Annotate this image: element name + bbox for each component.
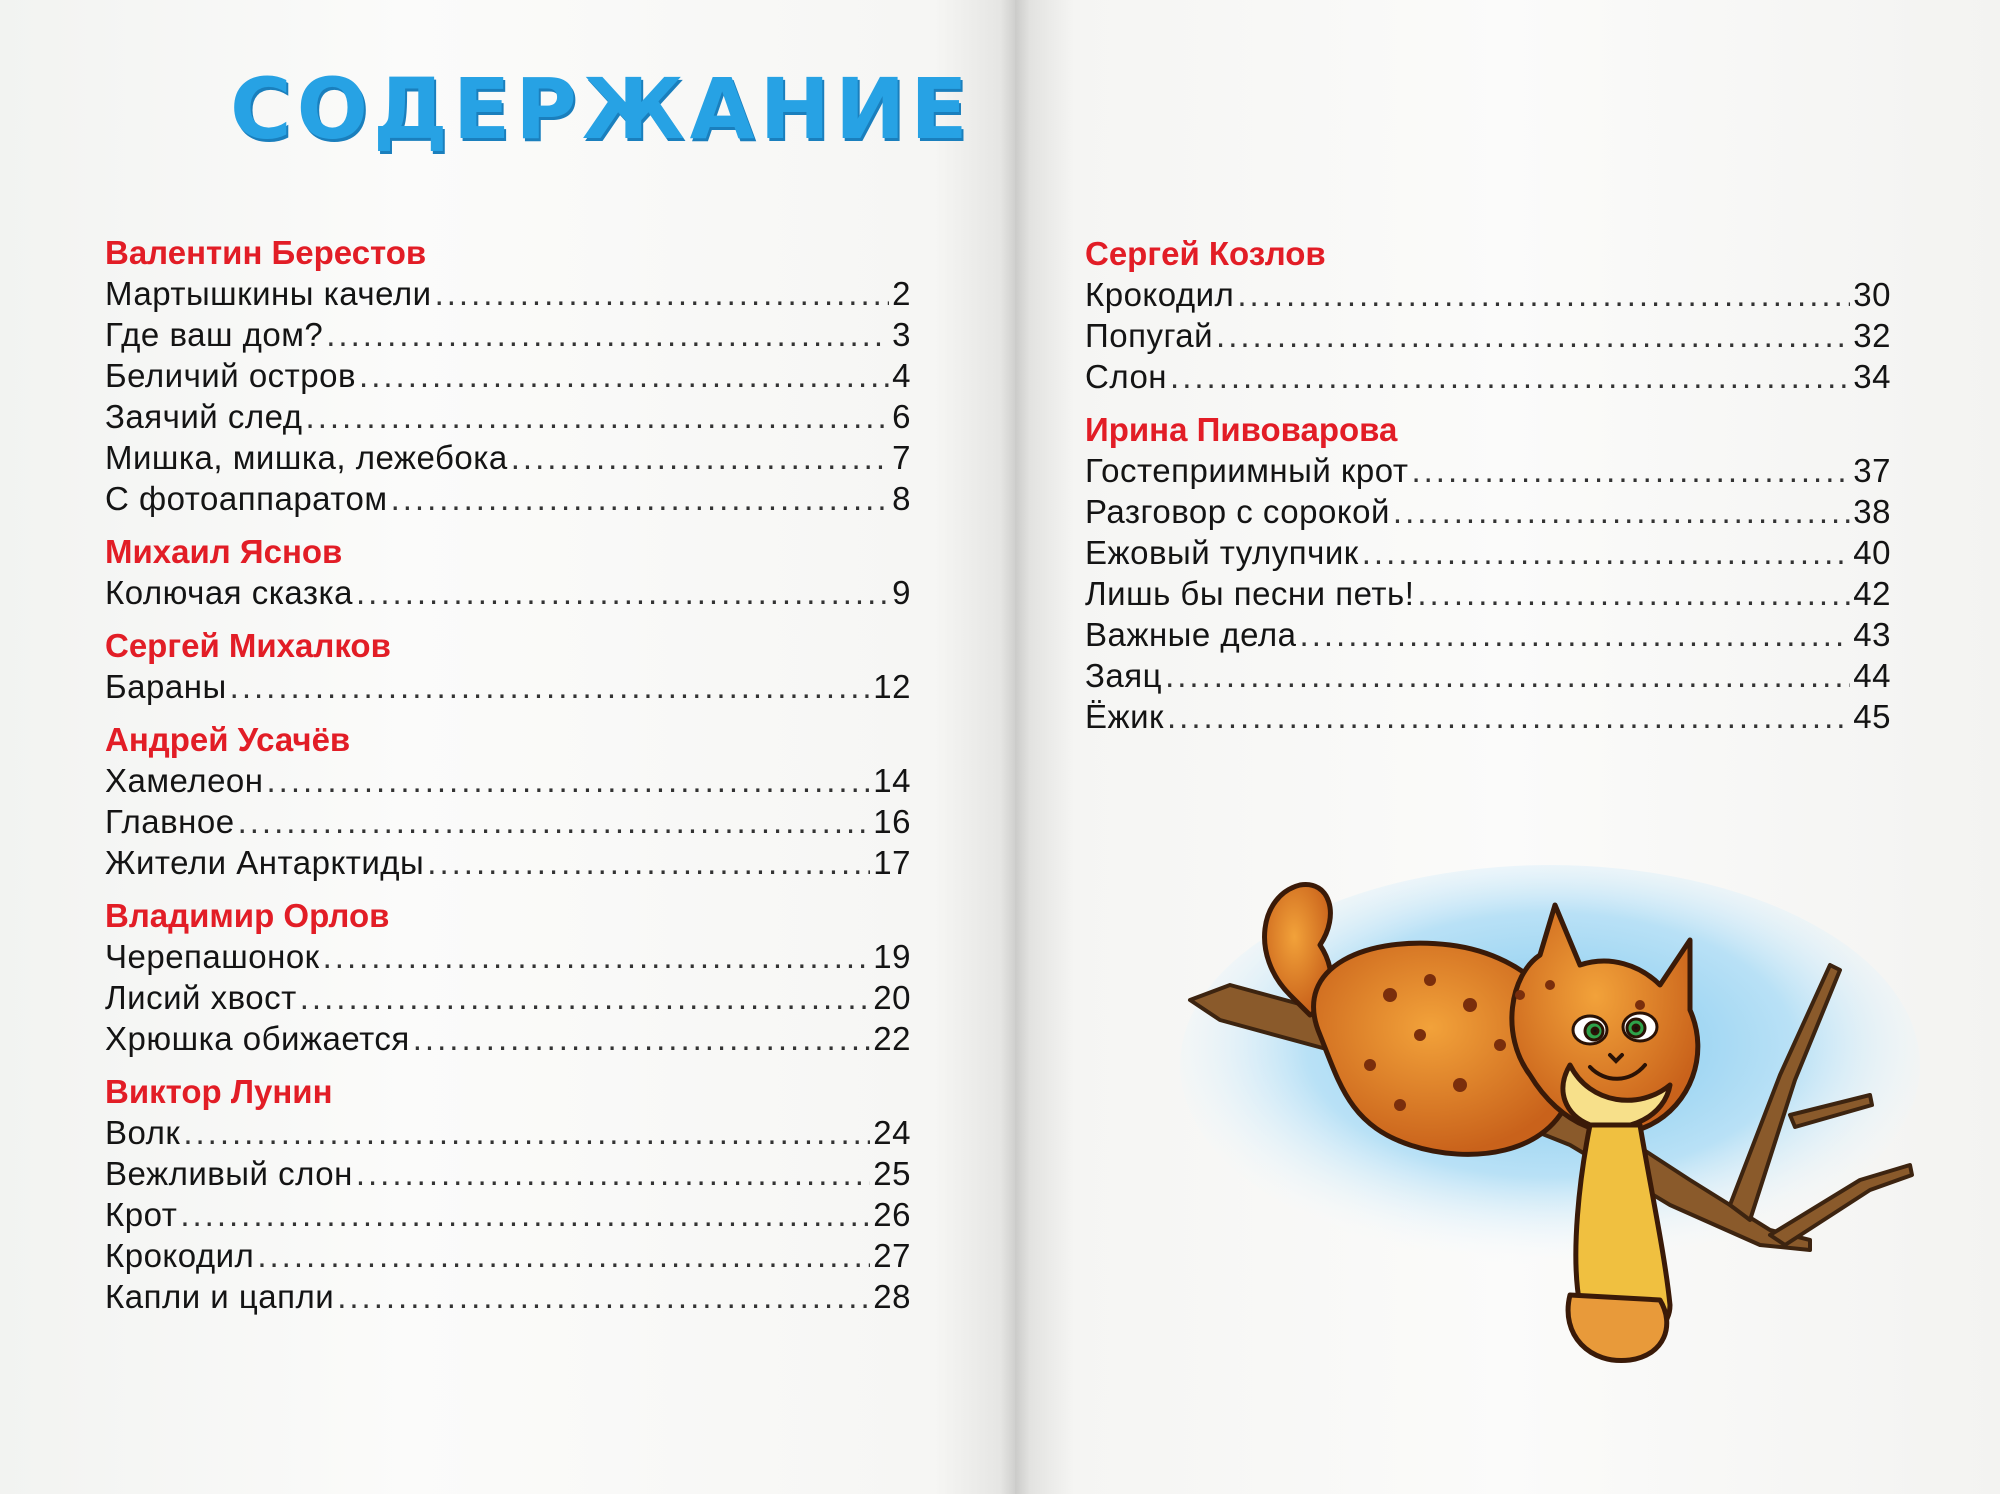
author-heading: Сергей Михалков <box>105 627 391 664</box>
dot-leader <box>326 314 889 355</box>
entry-title: С фотоаппаратом <box>105 480 388 517</box>
entry-title: Важные дела <box>1085 616 1297 653</box>
dot-leader <box>1300 614 1851 655</box>
toc-entry <box>1085 573 1891 614</box>
toc-entry <box>105 1235 911 1276</box>
toc-entry <box>105 355 911 396</box>
entry-title: Колючая сказка <box>105 574 354 611</box>
entry-title: Вежливый слон <box>105 1155 353 1192</box>
toc-entry <box>1085 614 1891 655</box>
dot-leader <box>230 666 871 707</box>
author-heading: Владимир Орлов <box>105 897 390 934</box>
dot-leader <box>1165 655 1850 696</box>
dot-leader <box>257 1235 870 1276</box>
author-heading: Михаил Яснов <box>105 533 343 570</box>
entry-title: Попугай <box>1085 317 1214 354</box>
entry-title: Где ваш дом? <box>105 316 324 353</box>
author-heading: Ирина Пивоварова <box>1085 411 1398 448</box>
entry-title: Хамелеон <box>105 762 264 799</box>
entry-page-number: 20 <box>873 979 911 1016</box>
entry-page-number: 7 <box>892 439 911 476</box>
dot-leader <box>1167 696 1850 737</box>
toc-entry <box>105 1194 911 1235</box>
toc-entry <box>1085 655 1891 696</box>
section-gap <box>105 707 911 719</box>
entry-page-number: 4 <box>892 357 911 394</box>
toc-entry <box>105 801 911 842</box>
toc-entry <box>105 1276 911 1317</box>
entry-title: Беличий остров <box>105 357 357 394</box>
entry-page-number: 37 <box>1853 452 1891 489</box>
dot-leader <box>183 1112 870 1153</box>
entry-title: Ежовый тулупчик <box>1085 534 1359 571</box>
toc-entry <box>1085 696 1891 737</box>
entry-page-number: 2 <box>892 275 911 312</box>
dot-leader <box>1362 532 1851 573</box>
section-gap <box>105 613 911 625</box>
entry-page-number: 19 <box>873 938 911 975</box>
toc-entry <box>105 396 911 437</box>
dot-leader <box>1411 450 1850 491</box>
entry-title: Лишь бы песни петь! <box>1085 575 1415 612</box>
entry-page-number: 28 <box>873 1278 911 1315</box>
entry-title: Мартышкины качели <box>105 275 432 312</box>
entry-page-number: 42 <box>1853 575 1891 612</box>
entry-title: Заячий след <box>105 398 303 435</box>
lynx-illustration <box>1170 835 1930 1395</box>
toc-entry <box>105 760 911 801</box>
dot-leader <box>1393 491 1850 532</box>
dot-leader <box>1170 356 1850 397</box>
section-gap <box>105 1059 911 1071</box>
toc-entry <box>105 437 911 478</box>
toc-entry <box>105 842 911 883</box>
toc-right-column <box>1085 233 1891 737</box>
entry-page-number: 27 <box>873 1237 911 1274</box>
toc-entry <box>105 936 911 977</box>
entry-page-number: 14 <box>873 762 911 799</box>
dot-leader <box>427 842 870 883</box>
toc-entry <box>1085 491 1891 532</box>
dot-leader <box>1417 573 1850 614</box>
entry-page-number: 43 <box>1853 616 1891 653</box>
toc-entry <box>105 977 911 1018</box>
entry-page-number: 25 <box>873 1155 911 1192</box>
entry-title: Крокодил <box>105 1237 255 1274</box>
section-gap <box>105 883 911 895</box>
entry-page-number: 22 <box>873 1020 911 1057</box>
contents-title: СОДЕРЖАНИЕ <box>230 60 973 158</box>
entry-title: Черепашонок <box>105 938 320 975</box>
dot-leader <box>356 572 889 613</box>
toc-left-column <box>105 232 911 1317</box>
dot-leader <box>300 977 871 1018</box>
entry-page-number: 24 <box>873 1114 911 1151</box>
entry-title: Бараны <box>105 668 227 705</box>
dot-leader <box>391 478 890 519</box>
entry-title: Главное <box>105 803 235 840</box>
dot-leader <box>511 437 889 478</box>
toc-entry <box>105 572 911 613</box>
entry-page-number: 30 <box>1853 276 1891 313</box>
dot-leader <box>267 760 871 801</box>
dot-leader <box>337 1276 870 1317</box>
entry-page-number: 44 <box>1853 657 1891 694</box>
entry-page-number: 17 <box>873 844 911 881</box>
toc-entry <box>1085 356 1891 397</box>
dot-leader <box>1216 315 1850 356</box>
toc-entry <box>105 1112 911 1153</box>
section-gap <box>1085 397 1891 409</box>
entry-page-number: 8 <box>892 480 911 517</box>
dot-leader <box>238 801 871 842</box>
entry-page-number: 32 <box>1853 317 1891 354</box>
toc-entry <box>105 273 911 314</box>
toc-entry <box>1085 450 1891 491</box>
entry-title: Лисий хвост <box>105 979 297 1016</box>
entry-page-number: 9 <box>892 574 911 611</box>
entry-title: Разговор с сорокой <box>1085 493 1390 530</box>
entry-page-number: 45 <box>1853 698 1891 735</box>
entry-title: Заяц <box>1085 657 1163 694</box>
entry-title: Ёжик <box>1085 698 1164 735</box>
entry-title: Капли и цапли <box>105 1278 335 1315</box>
entry-page-number: 3 <box>892 316 911 353</box>
author-heading: Валентин Берестов <box>105 234 427 271</box>
dot-leader <box>356 1153 870 1194</box>
dot-leader <box>323 936 871 977</box>
entry-title: Крот <box>105 1196 178 1233</box>
entry-title: Слон <box>1085 358 1168 395</box>
dot-leader <box>180 1194 870 1235</box>
entry-page-number: 26 <box>873 1196 911 1233</box>
entry-page-number: 40 <box>1853 534 1891 571</box>
author-heading: Андрей Усачёв <box>105 721 351 758</box>
entry-page-number: 16 <box>873 803 911 840</box>
author-heading: Сергей Козлов <box>1085 235 1326 272</box>
dot-leader <box>1237 274 1850 315</box>
dot-leader <box>413 1018 871 1059</box>
dot-leader <box>306 396 890 437</box>
entry-page-number: 34 <box>1853 358 1891 395</box>
toc-entry <box>105 1153 911 1194</box>
toc-entry <box>105 478 911 519</box>
entry-title: Гостеприимный крот <box>1085 452 1409 489</box>
dot-leader <box>435 273 890 314</box>
toc-entry <box>105 1018 911 1059</box>
toc-entry <box>105 666 911 707</box>
entry-page-number: 12 <box>873 668 911 705</box>
book-gutter <box>1000 0 1030 1494</box>
toc-entry <box>1085 274 1891 315</box>
author-heading: Виктор Лунин <box>105 1073 333 1110</box>
entry-title: Жители Антарктиды <box>105 844 425 881</box>
entry-title: Хрюшка обижается <box>105 1020 410 1057</box>
toc-entry <box>1085 532 1891 573</box>
section-gap <box>105 519 911 531</box>
entry-page-number: 38 <box>1853 493 1891 530</box>
toc-entry <box>105 314 911 355</box>
entry-title: Крокодил <box>1085 276 1235 313</box>
entry-page-number: 6 <box>892 398 911 435</box>
dot-leader <box>359 355 889 396</box>
entry-title: Мишка, мишка, лежебока <box>105 439 508 476</box>
toc-entry <box>1085 315 1891 356</box>
entry-title: Волк <box>105 1114 181 1151</box>
